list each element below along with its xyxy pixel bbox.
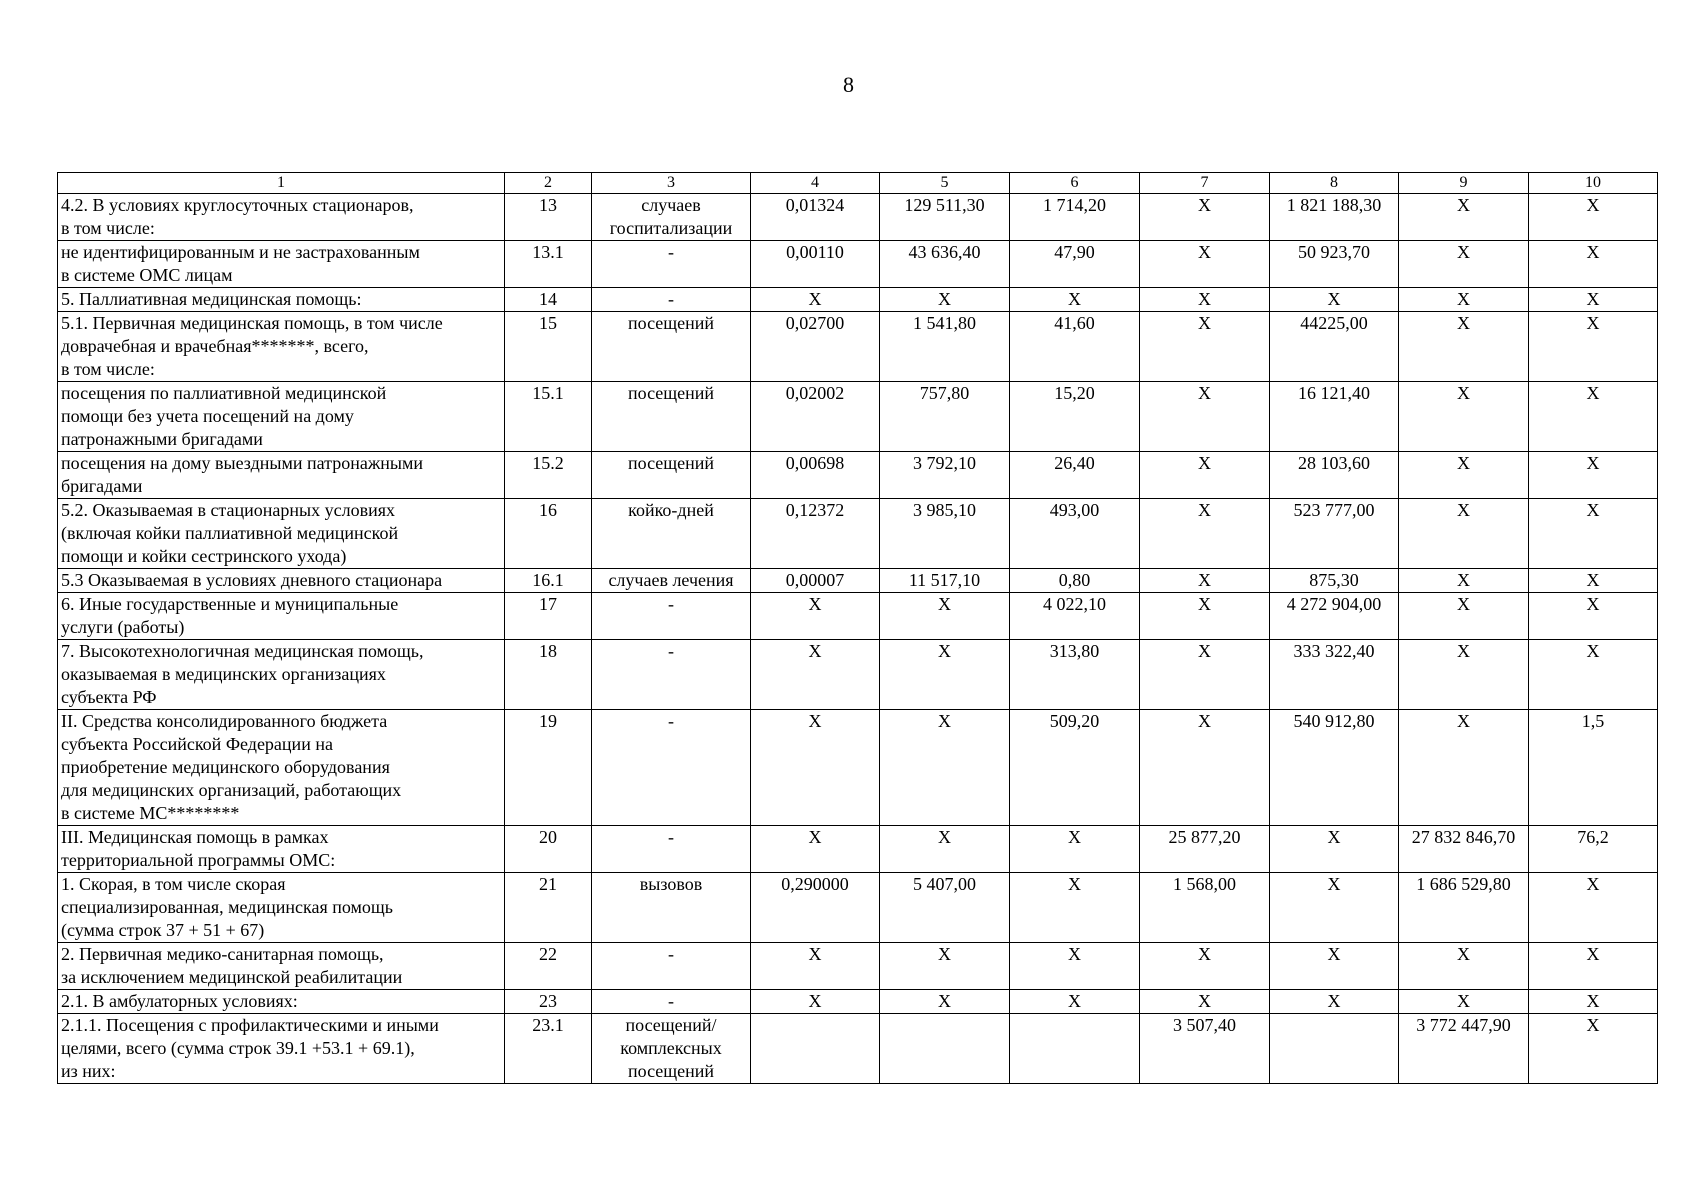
col4-cell: X: [751, 990, 880, 1014]
col9-cell: 1 686 529,80: [1399, 873, 1529, 943]
col6-cell: 41,60: [1010, 312, 1140, 382]
row-code: 18: [505, 640, 592, 710]
unit-cell: -: [592, 943, 751, 990]
row-label: 5.2. Оказываемая в стационарных условиях (включая койки паллиативной медицинской помощи и койки сестринского ухода): [58, 499, 505, 569]
col4-cell: X: [751, 640, 880, 710]
col9-cell: 27 832 846,70: [1399, 826, 1529, 873]
col4-cell: [751, 1014, 880, 1084]
table-row: [58, 194, 1658, 241]
table-row: [58, 943, 1658, 990]
col6-cell: 47,90: [1010, 241, 1140, 288]
column-number-header-row: [58, 173, 1658, 194]
col5-cell: 5 407,00: [880, 873, 1010, 943]
col7-cell: 25 877,20: [1140, 826, 1270, 873]
table-row: [58, 990, 1658, 1014]
col8-cell: X: [1270, 990, 1399, 1014]
col10-cell: X: [1529, 1014, 1658, 1084]
page-number: 8: [843, 72, 854, 97]
col8-cell: 16 121,40: [1270, 382, 1399, 452]
row-label: посещения на дому выездными патронажными бригадами: [58, 452, 505, 499]
row-label: 6. Иные государственные и муниципальные услуги (работы): [58, 593, 505, 640]
row-code: 15.1: [505, 382, 592, 452]
column-number-header: 9: [1399, 173, 1529, 194]
col4-cell: 0,01324: [751, 194, 880, 241]
unit-cell: случаев госпитализации: [592, 194, 751, 241]
col10-cell: 1,5: [1529, 710, 1658, 826]
row-label: II. Средства консолидированного бюджета субъекта Российской Федерации на приобретение медицинского оборудования для медицинских организаций, работающих в системе МС********: [58, 710, 505, 826]
row-label: 5.1. Первичная медицинская помощь, в том числе доврачебная и врачебная*******, всего, в том числе:: [58, 312, 505, 382]
col5-cell: 1 541,80: [880, 312, 1010, 382]
col8-cell: 50 923,70: [1270, 241, 1399, 288]
col10-cell: X: [1529, 593, 1658, 640]
col6-cell: X: [1010, 288, 1140, 312]
row-label: посещения по паллиативной медицинской помощи без учета посещений на дому патронажными бригадами: [58, 382, 505, 452]
col10-cell: X: [1529, 452, 1658, 499]
col9-cell: X: [1399, 499, 1529, 569]
unit-cell: посещений: [592, 382, 751, 452]
col6-cell: 0,80: [1010, 569, 1140, 593]
unit-cell: -: [592, 640, 751, 710]
col8-cell: 875,30: [1270, 569, 1399, 593]
row-code: 19: [505, 710, 592, 826]
col5-cell: X: [880, 640, 1010, 710]
row-code: 23: [505, 990, 592, 1014]
col10-cell: X: [1529, 382, 1658, 452]
col8-cell: 523 777,00: [1270, 499, 1399, 569]
col10-cell: X: [1529, 990, 1658, 1014]
col6-cell: 1 714,20: [1010, 194, 1140, 241]
table-row: [58, 640, 1658, 710]
unit-cell: -: [592, 710, 751, 826]
col4-cell: X: [751, 710, 880, 826]
unit-cell: -: [592, 826, 751, 873]
col9-cell: X: [1399, 452, 1529, 499]
col8-cell: X: [1270, 873, 1399, 943]
col4-cell: 0,00110: [751, 241, 880, 288]
col7-cell: X: [1140, 288, 1270, 312]
row-code: 22: [505, 943, 592, 990]
row-label: III. Медицинская помощь в рамках территориальной программы ОМС:: [58, 826, 505, 873]
col7-cell: X: [1140, 990, 1270, 1014]
col9-cell: 3 772 447,90: [1399, 1014, 1529, 1084]
col5-cell: X: [880, 710, 1010, 826]
col9-cell: X: [1399, 569, 1529, 593]
column-number-header: 10: [1529, 173, 1658, 194]
row-code: 20: [505, 826, 592, 873]
row-label: не идентифицированным и не застрахованным в системе ОМС лицам: [58, 241, 505, 288]
col5-cell: X: [880, 826, 1010, 873]
col4-cell: X: [751, 288, 880, 312]
col5-cell: 43 636,40: [880, 241, 1010, 288]
row-label: 1. Скорая, в том числе скорая специализированная, медицинская помощь (сумма строк 37 + 51 + 67): [58, 873, 505, 943]
unit-cell: -: [592, 990, 751, 1014]
table-row: [58, 1014, 1658, 1084]
row-code: 15.2: [505, 452, 592, 499]
col9-cell: X: [1399, 710, 1529, 826]
table-row: [58, 288, 1658, 312]
col10-cell: X: [1529, 241, 1658, 288]
col6-cell: X: [1010, 990, 1140, 1014]
col8-cell: 28 103,60: [1270, 452, 1399, 499]
row-code: 23.1: [505, 1014, 592, 1084]
row-code: 17: [505, 593, 592, 640]
unit-cell: койко-дней: [592, 499, 751, 569]
table-row: [58, 499, 1658, 569]
unit-cell: -: [592, 288, 751, 312]
col6-cell: 4 022,10: [1010, 593, 1140, 640]
col7-cell: X: [1140, 499, 1270, 569]
col9-cell: X: [1399, 312, 1529, 382]
col7-cell: X: [1140, 640, 1270, 710]
row-code: 15: [505, 312, 592, 382]
col4-cell: 0,290000: [751, 873, 880, 943]
row-label: 7. Высокотехнологичная медицинская помощь, оказываемая в медицинских организациях субъекта РФ: [58, 640, 505, 710]
col8-cell: [1270, 1014, 1399, 1084]
unit-cell: -: [592, 593, 751, 640]
col9-cell: X: [1399, 593, 1529, 640]
col5-cell: X: [880, 288, 1010, 312]
row-label: 5. Паллиативная медицинская помощь:: [58, 288, 505, 312]
table-row: [58, 826, 1658, 873]
table-row: [58, 593, 1658, 640]
column-number-header: 5: [880, 173, 1010, 194]
col8-cell: 540 912,80: [1270, 710, 1399, 826]
col5-cell: X: [880, 943, 1010, 990]
col5-cell: 3 985,10: [880, 499, 1010, 569]
col8-cell: X: [1270, 288, 1399, 312]
col4-cell: 0,00698: [751, 452, 880, 499]
col10-cell: X: [1529, 312, 1658, 382]
table-row: [58, 710, 1658, 826]
col7-cell: 3 507,40: [1140, 1014, 1270, 1084]
col4-cell: X: [751, 593, 880, 640]
col7-cell: X: [1140, 943, 1270, 990]
col4-cell: 0,02002: [751, 382, 880, 452]
col6-cell: 26,40: [1010, 452, 1140, 499]
row-code: 21: [505, 873, 592, 943]
col5-cell: X: [880, 593, 1010, 640]
table-row: [58, 241, 1658, 288]
col9-cell: X: [1399, 382, 1529, 452]
col6-cell: 509,20: [1010, 710, 1140, 826]
table-row: [58, 569, 1658, 593]
col9-cell: X: [1399, 241, 1529, 288]
col7-cell: X: [1140, 382, 1270, 452]
col8-cell: 4 272 904,00: [1270, 593, 1399, 640]
col8-cell: 1 821 188,30: [1270, 194, 1399, 241]
col10-cell: X: [1529, 640, 1658, 710]
col10-cell: X: [1529, 288, 1658, 312]
row-label: 2. Первичная медико-санитарная помощь, за исключением медицинской реабилитации: [58, 943, 505, 990]
col5-cell: X: [880, 990, 1010, 1014]
col7-cell: X: [1140, 312, 1270, 382]
row-code: 16: [505, 499, 592, 569]
col8-cell: 333 322,40: [1270, 640, 1399, 710]
table-row: [58, 452, 1658, 499]
row-code: 13.1: [505, 241, 592, 288]
col5-cell: 3 792,10: [880, 452, 1010, 499]
column-number-header: 3: [592, 173, 751, 194]
col9-cell: X: [1399, 194, 1529, 241]
column-number-header: 1: [58, 173, 505, 194]
unit-cell: вызовов: [592, 873, 751, 943]
col6-cell: [1010, 1014, 1140, 1084]
column-number-header: 8: [1270, 173, 1399, 194]
col4-cell: 0,12372: [751, 499, 880, 569]
row-label: 4.2. В условиях круглосуточных стационаров, в том числе:: [58, 194, 505, 241]
column-number-header: 2: [505, 173, 592, 194]
col6-cell: X: [1010, 826, 1140, 873]
col6-cell: 313,80: [1010, 640, 1140, 710]
col4-cell: X: [751, 943, 880, 990]
column-number-header: 4: [751, 173, 880, 194]
col9-cell: X: [1399, 288, 1529, 312]
table-row: [58, 873, 1658, 943]
row-code: 16.1: [505, 569, 592, 593]
col9-cell: X: [1399, 943, 1529, 990]
col5-cell: 129 511,30: [880, 194, 1010, 241]
medical-care-table: [57, 172, 1658, 1084]
col6-cell: 15,20: [1010, 382, 1140, 452]
unit-cell: посещений/ комплексных посещений: [592, 1014, 751, 1084]
col9-cell: X: [1399, 990, 1529, 1014]
col9-cell: X: [1399, 640, 1529, 710]
col4-cell: 0,00007: [751, 569, 880, 593]
col7-cell: X: [1140, 569, 1270, 593]
col8-cell: X: [1270, 826, 1399, 873]
col8-cell: X: [1270, 943, 1399, 990]
col6-cell: X: [1010, 943, 1140, 990]
column-number-header: 6: [1010, 173, 1140, 194]
col5-cell: 757,80: [880, 382, 1010, 452]
column-number-header: 7: [1140, 173, 1270, 194]
row-code: 13: [505, 194, 592, 241]
col10-cell: X: [1529, 499, 1658, 569]
col10-cell: X: [1529, 569, 1658, 593]
row-code: 14: [505, 288, 592, 312]
col10-cell: X: [1529, 194, 1658, 241]
col7-cell: 1 568,00: [1140, 873, 1270, 943]
table-row: [58, 382, 1658, 452]
col7-cell: X: [1140, 241, 1270, 288]
col7-cell: X: [1140, 452, 1270, 499]
unit-cell: -: [592, 241, 751, 288]
col4-cell: X: [751, 826, 880, 873]
row-label: 5.3 Оказываемая в условиях дневного стационара: [58, 569, 505, 593]
col7-cell: X: [1140, 194, 1270, 241]
col7-cell: X: [1140, 710, 1270, 826]
col10-cell: X: [1529, 873, 1658, 943]
col5-cell: 11 517,10: [880, 569, 1010, 593]
table-row: [58, 312, 1658, 382]
unit-cell: случаев лечения: [592, 569, 751, 593]
col6-cell: X: [1010, 873, 1140, 943]
col10-cell: 76,2: [1529, 826, 1658, 873]
unit-cell: посещений: [592, 312, 751, 382]
row-label: 2.1. В амбулаторных условиях:: [58, 990, 505, 1014]
col7-cell: X: [1140, 593, 1270, 640]
col8-cell: 44225,00: [1270, 312, 1399, 382]
unit-cell: посещений: [592, 452, 751, 499]
col5-cell: [880, 1014, 1010, 1084]
col10-cell: X: [1529, 943, 1658, 990]
row-label: 2.1.1. Посещения с профилактическими и иными целями, всего (сумма строк 39.1 +53.1 + 69.1), из них:: [58, 1014, 505, 1084]
col4-cell: 0,02700: [751, 312, 880, 382]
col6-cell: 493,00: [1010, 499, 1140, 569]
